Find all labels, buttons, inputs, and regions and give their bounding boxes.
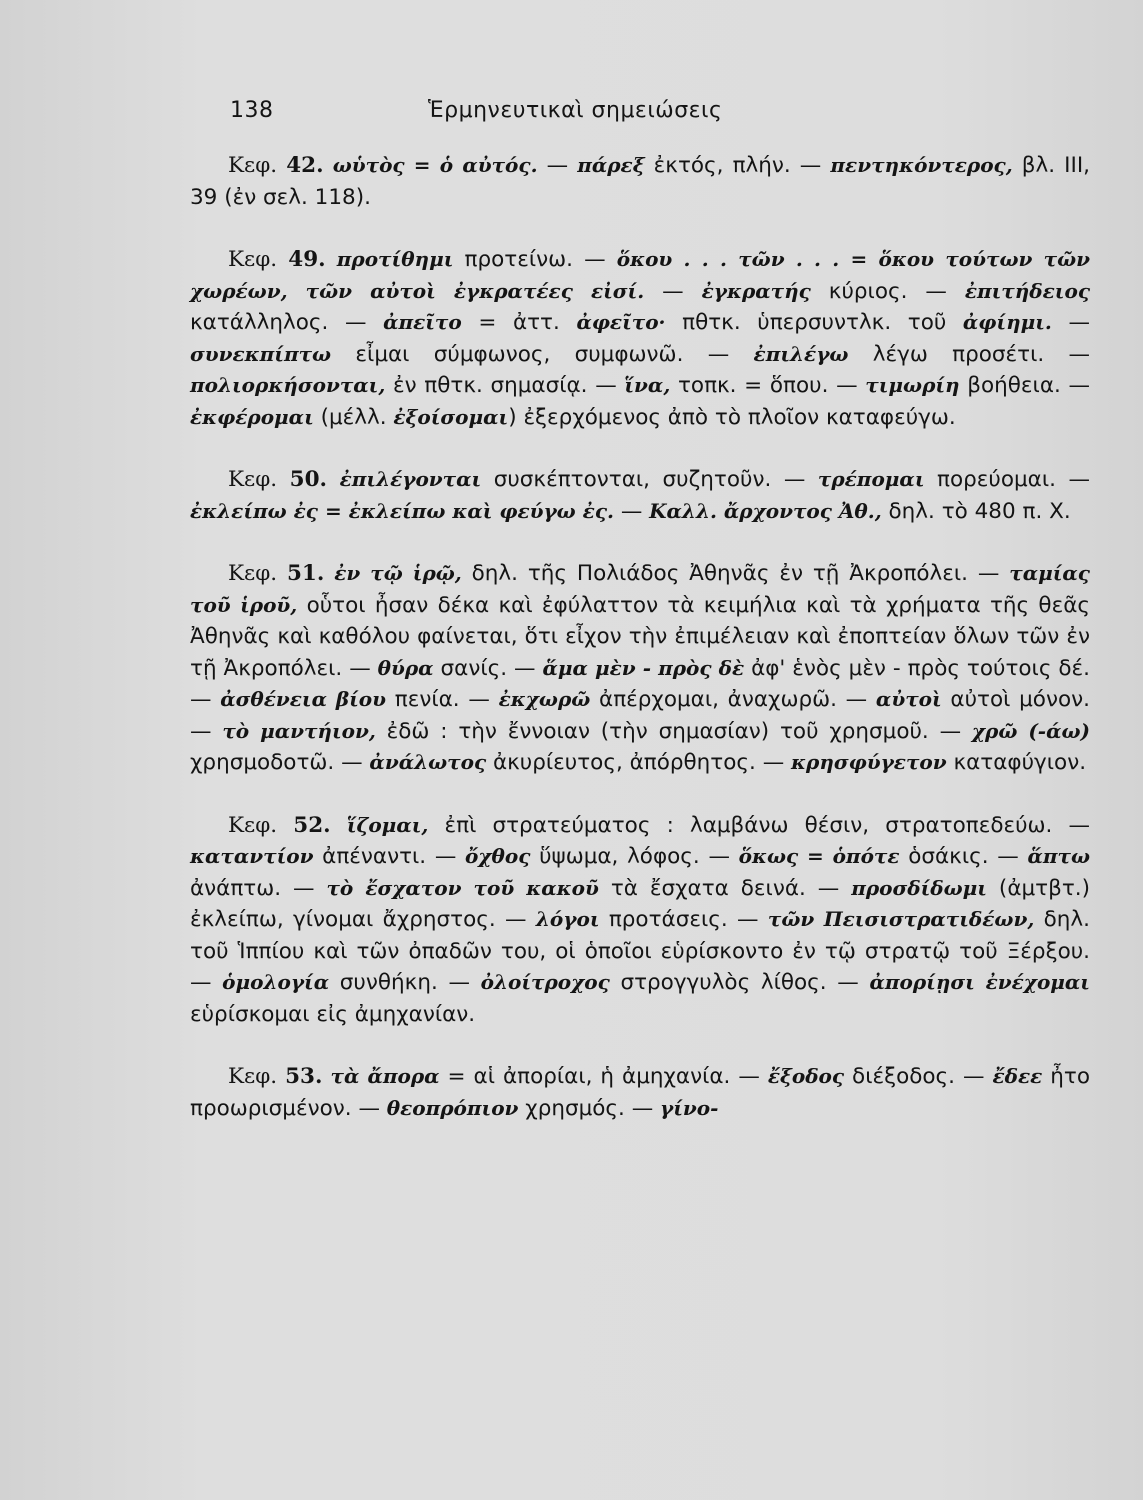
gloss-text: ) ἐξερχόμενος ἀπὸ τὸ πλοῖον καταφεύγω. (508, 404, 956, 430)
gloss-text: δηλ. τῆς Πολιάδος Ἀθηνᾶς ἐν τῇ Ἀκροπόλει. — (461, 561, 1010, 586)
gloss-text: συνθήκη. — (329, 970, 481, 995)
gloss-text: σανίς. — (433, 655, 543, 681)
greek-lemma: πολιορκήσονται, (190, 373, 386, 397)
greek-lemma: γίνο- (660, 1095, 719, 1120)
greek-lemma: ἐγκρατής (701, 278, 811, 303)
greek-lemma: Καλλ. ἄρχοντος Ἀθ., (649, 498, 882, 523)
gloss-text: ἀπέναντι. — (313, 844, 466, 869)
gloss-text: ὁσάκις. — (899, 844, 1028, 869)
greek-lemma: ἐπιλέγονται (339, 467, 482, 491)
greek-lemma: προσδίδωμι (851, 875, 987, 900)
gloss-text: εὑρίσκομαι εἰς ἀμηχανίαν. (190, 1001, 476, 1027)
gloss-text: εἶμαι σύμφωνος, συμφωνῶ. — (331, 341, 754, 367)
greek-lemma: ἐκλείπω ἐς = ἐκλείπω καὶ φεύγω ἐς. (190, 498, 614, 523)
chapter-51-note (190, 558, 1090, 779)
greek-lemma: προτίθημι (336, 247, 454, 271)
greek-lemma: τὸ μαντήιον, (222, 718, 376, 743)
chapter-label: Κεφ. 51. (228, 561, 325, 586)
gloss-text: καταφύγιον. (946, 750, 1087, 775)
chapter-49-note (190, 244, 1090, 433)
greek-lemma: ἵζομαι, (346, 812, 429, 837)
gloss-text: ἀφ' ἑνὸς μὲν - πρὸς τούτοις δέ. — (190, 655, 1090, 712)
gloss-text: ἀπέρχομαι, ἀναχωρῶ. — (590, 687, 876, 712)
greek-lemma: τὸ ἔσχατον τοῦ κακοῦ (326, 875, 599, 900)
gloss-text (323, 1064, 331, 1089)
greek-lemma: ἐκχωρῶ (498, 687, 591, 711)
gloss-text: = ἀττ. (461, 310, 577, 335)
greek-lemma: κρησφύγετον (791, 750, 947, 774)
gloss-text: ἐκτός, πλήν. — (644, 153, 831, 178)
chapter-label: Κεφ. 42. (228, 153, 324, 178)
gloss-text (324, 153, 333, 178)
gloss-text: ἐν πθτκ. σημασίᾳ. — (385, 373, 625, 398)
gloss-text: ἦτο προωρισμένον. — (190, 1064, 1091, 1121)
chapter-text (190, 247, 1090, 430)
greek-lemma: ωὑτὸς = ὁ αὐτός. (332, 153, 538, 177)
gloss-text: ὕψωμα, λόφος. — (530, 844, 739, 869)
greek-lemma: τὰ ἄπορα (330, 1064, 440, 1088)
greek-lemma: ἔξοδος (767, 1064, 845, 1088)
chapter-label: Κεφ. 53. (228, 1064, 323, 1089)
chapter-text (190, 813, 1090, 1027)
greek-lemma: καταντίον (190, 844, 314, 868)
greek-lemma: ἐκφέρομαι (190, 404, 314, 429)
gloss-text: ἐπὶ στρατεύματος : λαμβάνω θέσιν, στρατοπεδεύω. — (428, 812, 1091, 838)
commentary-body (190, 150, 1090, 1155)
greek-lemma: χρῶ (-άω) (971, 718, 1090, 743)
chapter-label: Κεφ. 52. (228, 812, 331, 838)
chapter-text (190, 1064, 1090, 1121)
greek-lemma: ἵνα, (624, 373, 671, 397)
gloss-text: κύριος. — (810, 278, 965, 304)
greek-lemma: τιμωρίη (865, 373, 960, 397)
gloss-text: συσκέπτονται, συζητοῦν. — (481, 467, 818, 492)
greek-lemma: ὅκου . . . τῶν . . . = ὅκου τούτων τῶν χωρέων, τῶν αὐτοὶ ἐγκρατέες εἰσί. (190, 247, 1091, 303)
gloss-text: προτάσεις. — (599, 907, 768, 932)
gloss-text: — (1051, 310, 1090, 335)
greek-lemma: ἔδεε (992, 1064, 1043, 1088)
greek-lemma: ἐπιτήδειος (964, 278, 1090, 303)
gloss-text: πθτκ. ὑπερσυντλκ. τοῦ (665, 310, 963, 335)
greek-lemma: ὁμολογία (222, 970, 330, 994)
greek-lemma: τρέπομαι (817, 467, 925, 491)
greek-lemma: συνεκπίπτω (190, 341, 332, 366)
greek-lemma: ταμίας τοῦ ἱροῦ, (190, 561, 1090, 617)
chapter-text (190, 561, 1090, 775)
gloss-text: βλ. III, 39 (ἐν σελ. 118). (190, 153, 1090, 210)
page-number: 138 (230, 98, 274, 123)
greek-lemma: ἐπιλέγω (753, 341, 849, 366)
gloss-text: (μέλλ. (313, 404, 394, 430)
gloss-text: ἀκυρίευτος, ἀπόρθητος. — (486, 750, 792, 775)
greek-lemma: ἀφεῖτο· (576, 310, 666, 334)
gloss-text: βοήθεια. — (959, 373, 1090, 398)
gloss-text: χρησμός. — (518, 1095, 661, 1121)
running-title: Ἑρμηνευτικαὶ σημειώσεις (428, 98, 723, 123)
greek-lemma: τῶν Πεισιστρατιδέων, (767, 907, 1035, 931)
gloss-text: (ἀμτβτ.) ἐκλείπω, γίνομαι ἄχρηστος. — (190, 875, 1090, 932)
gloss-text (327, 467, 340, 492)
greek-lemma: ἐξοίσομαι (393, 404, 509, 429)
greek-lemma: πάρεξ (577, 153, 645, 177)
gloss-text: — (613, 498, 650, 524)
greek-lemma: θύρα (377, 655, 434, 680)
chapter-label: Κεφ. 50. (228, 467, 328, 492)
greek-lemma: ἀφίημι. (962, 310, 1052, 334)
gloss-text: δηλ. τοῦ Ἱππίου καὶ τῶν ὀπαδῶν του, οἱ ὁποῖοι εὑρίσκοντο ἐν τῷ στρατῷ τοῦ Ξέρξου. — (190, 907, 1090, 995)
greek-lemma: πεντηκόντερος, (830, 153, 1013, 177)
greek-lemma: ἀπορίῃσι ἐνέχομαι (869, 970, 1090, 994)
greek-lemma: ἀπεῖτο (383, 310, 462, 334)
gloss-text: ἀνάπτω. — (190, 875, 327, 901)
greek-lemma: ἀσθένεια βίου (220, 687, 387, 711)
chapter-52-note (190, 810, 1090, 1031)
greek-lemma: αὐτοὶ (875, 687, 942, 711)
gloss-text: λέγω προσέτι. — (848, 341, 1090, 367)
greek-lemma: ἐν τῷ ἱρῷ, (334, 561, 462, 585)
gloss-text (324, 561, 334, 586)
gloss-text: δηλ. τὸ 480 π. Χ. (881, 498, 1071, 524)
chapter-42-note (190, 150, 1090, 213)
gloss-text (326, 247, 337, 272)
gloss-text: τοπκ. = ὅπου. — (670, 373, 866, 398)
greek-lemma: θεοπρόπιον (386, 1095, 519, 1120)
gloss-text: στρογγυλὸς λίθος. — (609, 970, 870, 995)
chapter-50-note (190, 464, 1090, 527)
chapter-53-note (190, 1061, 1090, 1124)
greek-lemma: ἅπτω (1027, 844, 1090, 868)
greek-lemma: λόγοι (535, 907, 600, 931)
greek-lemma: ὀλοίτροχος (480, 970, 610, 994)
gloss-text: χρησμοδοτῶ. — (190, 750, 370, 775)
greek-lemma: ἅμα μὲν - πρὸς δὲ (542, 655, 745, 680)
gloss-text: προτείνω. — (453, 247, 617, 272)
gloss-text (331, 813, 347, 838)
gloss-text: = αἱ ἀπορίαι, ἡ ἀμηχανία. — (439, 1064, 768, 1089)
gloss-text: τὰ ἔσχατα δεινά. — (598, 875, 852, 901)
gloss-text: ἐδῶ : τὴν ἔννοιαν (τὴν σημασίαν) τοῦ χρησμοῦ. — (375, 718, 972, 744)
gloss-text: διέξοδος. — (844, 1064, 993, 1089)
chapter-text (190, 153, 1090, 210)
gloss-text: πενία. — (386, 687, 499, 712)
greek-lemma: ὅκως = ὁπότε (738, 844, 900, 868)
gloss-text: αὐτοὶ μόνον. — (190, 687, 1090, 744)
gloss-text: οὗτοι ἦσαν δέκα καὶ ἐφύλαττον τὰ κειμήλια καὶ τὰ χρήματα τῆς θεᾶς Ἀθηνᾶς καὶ καθόλου φαίνεται, ὅτι εἶχον τὴν ἐπιμέλειαν καὶ ἐποπτείαν ὅλων τῶν ἐν τῇ Ἀκροπόλει. — (190, 592, 1091, 681)
chapter-label: Κεφ. 49. (228, 247, 326, 272)
gloss-text: — (644, 278, 702, 304)
greek-lemma: ἀνάλωτος (369, 750, 487, 774)
gloss-text: πορεύομαι. — (924, 467, 1090, 492)
gloss-text: — (537, 153, 578, 178)
greek-lemma: ὄχθος (465, 844, 531, 868)
gloss-text: κατάλληλος. — (190, 310, 384, 335)
